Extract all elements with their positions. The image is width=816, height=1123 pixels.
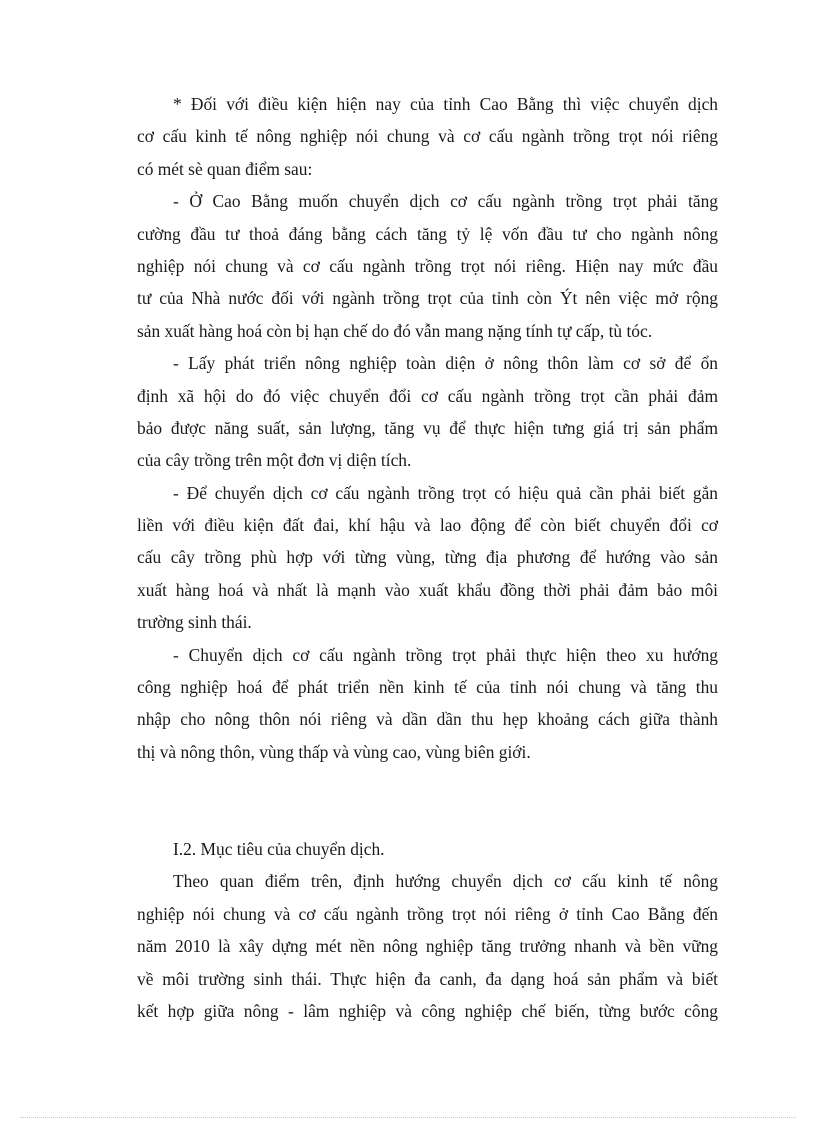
text-line: về môi trường sinh thái. Thực hiện đa canh, đa dạng hoá sản phẩm và biết <box>137 968 718 989</box>
section-spacer <box>137 768 718 833</box>
text-line: bảo được năng suất, sản lượng, tăng vụ để thực hiện tưng giá trị sản phẩm <box>137 417 718 438</box>
text-line: Theo quan điểm trên, định hướng chuyển dịch cơ cấu kinh tế nông <box>173 871 718 892</box>
text-line: nhập cho nông thôn nói riêng và dần dần thu hẹp khoảng cách giữa thành <box>137 709 718 730</box>
text-line: liền với điều kiện đất đai, khí hậu và lao động để còn biết chuyển đổi cơ <box>137 515 718 536</box>
text-line: của cây trồng trên một đơn vị diện tích. <box>137 450 412 471</box>
text-line: xuất hàng hoá và nhất là mạnh vào xuất khẩu đồng thời phải đảm bảo môi <box>137 579 718 600</box>
text-line: nghiệp nói chung và cơ cấu ngành trồng trọt nói riêng. Hiện nay mức đầu <box>137 255 718 276</box>
text-line: nghiệp nói chung và cơ cấu ngành trồng trọt nói riêng ở tỉnh Cao Bằng đến <box>137 903 718 924</box>
paragraph-objectives <box>137 865 718 1027</box>
text-line: - Ở Cao Bằng muốn chuyển dịch cơ cấu ngành trồng trọt phải tăng <box>173 191 718 212</box>
paragraph-intro <box>137 88 718 185</box>
text-line: cường đầu tư thoả đáng bằng cách tăng tỷ lệ vốn đầu tư cho ngành nông <box>137 223 718 244</box>
bullet-comprehensive-development <box>137 347 718 477</box>
text-line: cơ cấu kinh tế nông nghiệp nói chung và cơ cấu ngành trồng trọt nói riêng <box>137 126 718 147</box>
bullet-industrialization <box>137 639 718 769</box>
text-line: sản xuất hàng hoá còn bị hạn chế do đó vẫn mang nặng tính tự cấp, tù tóc. <box>137 320 653 341</box>
text-line: trường sinh thái. <box>137 612 252 633</box>
text-line: có mét sè quan điểm sau: <box>137 158 313 179</box>
document-page <box>137 88 718 1027</box>
text-line: công nghiệp hoá để phát triển nền kinh tế của tỉnh nói chung và tăng thu <box>137 677 718 698</box>
text-line: - Lấy phát triển nông nghiệp toàn diện ở nông thôn làm cơ sở để ổn <box>173 353 718 374</box>
page-bottom-divider <box>20 1117 796 1118</box>
text-line: * Đối với điều kiện hiện nay của tỉnh Cao Bằng thì việc chuyển dịch <box>173 94 718 114</box>
text-line: cấu cây trồng phù hợp với từng vùng, từng địa phương để hướng vào sản <box>137 547 718 568</box>
section-heading: I.2. Mục tiêu của chuyển dịch. <box>173 839 385 859</box>
text-line: - Chuyển dịch cơ cấu ngành trồng trọt phải thực hiện theo xu hướng <box>173 644 718 665</box>
text-line: thị và nông thôn, vùng thấp và vùng cao, vùng biên giới. <box>137 741 531 762</box>
bullet-efficiency <box>137 477 718 639</box>
text-line: - Để chuyển dịch cơ cấu ngành trồng trọt có hiệu quả cần phải biết gắn <box>173 482 718 503</box>
bullet-investment <box>137 185 718 347</box>
text-line: định xã hội do đó việc chuyển đổi cơ cấu ngành trồng trọt cần phải đảm <box>137 385 718 406</box>
text-line: tư của Nhà nước đối với ngành trồng trọt của tỉnh còn Ýt nên việc mở rộng <box>137 288 718 309</box>
text-line: kết hợp giữa nông - lâm nghiệp và công nghiệp chế biến, từng bước công <box>137 1000 718 1021</box>
text-line: năm 2010 là xây dựng mét nền nông nghiệp tăng trưởng nhanh và bền vững <box>137 936 718 957</box>
